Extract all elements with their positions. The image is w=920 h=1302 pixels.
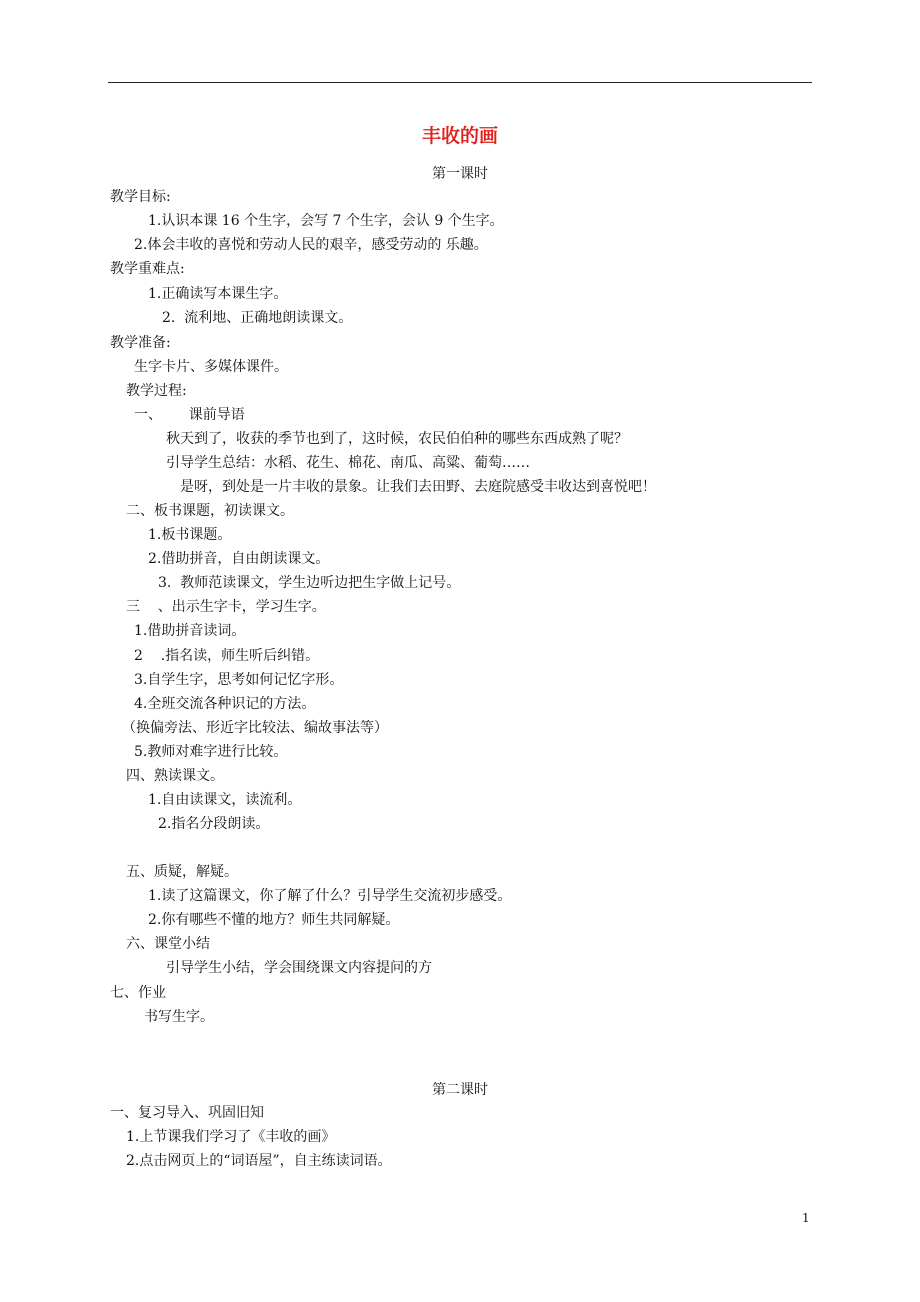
- section-4-item-2: 2.指名分段朗读。: [158, 816, 270, 832]
- section-5-heading: 五、质疑，解疑。: [126, 864, 238, 880]
- section-7-heading: 七、作业: [110, 985, 166, 1001]
- key-points-heading: 教学重难点:: [110, 261, 185, 277]
- process-heading: 教学过程:: [126, 383, 187, 399]
- section-4-heading: 四、熟读课文。: [126, 768, 224, 784]
- page-number: 1: [802, 1211, 810, 1225]
- lesson2-heading: 第二课时: [432, 1082, 488, 1098]
- key-point-1: 1.正确读写本课生字。: [148, 286, 288, 302]
- key-point-2: 2. 流利地、正确地朗读课文。: [162, 310, 353, 326]
- section-1-text-3: 是呀，到处是一片丰收的景象。让我们去田野、去庭院感受丰收达到喜悦吧！: [180, 479, 656, 495]
- section-2-heading: 二、板书课题，初读课文。: [126, 503, 294, 519]
- lesson2-item-2: 2.点击网页上的“词语屋”，自主练读词语。: [126, 1153, 392, 1169]
- lesson2-section-1-heading: 一、复习导入、巩固旧知: [110, 1105, 264, 1121]
- section-3-item-4: 4.全班交流各种识记的方法。: [134, 696, 316, 712]
- section-3-item-3: 3.自学生字，思考如何记忆字形。: [134, 672, 344, 688]
- preparation-text: 生字卡片、多媒体课件。: [134, 359, 288, 375]
- goal-2: 2.体会丰收的喜悦和劳动人民的艰辛，感受劳动的 乐趣。: [134, 237, 488, 253]
- section-5-item-1: 1.读了这篇课文，你了解了什么？引导学生交流初步感受。: [148, 888, 512, 904]
- section-3-note: （换偏旁法、形近字比较法、编故事法等）: [122, 720, 388, 736]
- goal-1: 1.认识本课 16 个生字，会写 7 个生字，会认 9 个生字。: [148, 213, 504, 229]
- section-5-item-2: 2.你有哪些不懂的地方？师生共同解疑。: [148, 912, 400, 928]
- section-1-text-2: 引导学生总结：水稻、花生、棉花、南瓜、高粱、葡萄……: [166, 455, 530, 471]
- section-6-text: 引导学生小结，学会围绕课文内容提问的方: [166, 960, 432, 976]
- section-3-item-2: 2 .指名读，师生听后纠错。: [134, 648, 320, 664]
- teaching-goals-heading: 教学目标:: [110, 189, 171, 205]
- section-2-item-2: 2.借助拼音，自由朗读课文。: [148, 551, 330, 567]
- header-rule: [108, 82, 812, 83]
- section-3-item-5: 5.教师对难字进行比较。: [134, 744, 288, 760]
- document-title: 丰收的画: [421, 125, 498, 147]
- section-7-text: 书写生字。: [144, 1009, 214, 1025]
- preparation-heading: 教学准备:: [110, 335, 171, 351]
- lesson1-heading: 第一课时: [432, 166, 488, 182]
- section-3-item-1: 1.借助拼音读词。: [134, 623, 246, 639]
- section-1-text-1: 秋天到了，收获的季节也到了，这时候，农民伯伯种的哪些东西成熟了呢？: [166, 431, 628, 447]
- section-6-heading: 六、课堂小结: [126, 936, 210, 952]
- section-2-item-1: 1.板书课题。: [148, 527, 232, 543]
- section-4-item-1: 1.自由读课文，读流利。: [148, 792, 302, 808]
- section-1-heading: 一、 课前导语: [134, 407, 245, 423]
- section-3-heading: 三 、出示生字卡，学习生字。: [126, 599, 326, 615]
- section-2-item-3: 3. 教师范读课文，学生边听边把生字做上记号。: [158, 575, 461, 591]
- lesson2-item-1: 1.上节课我们学习了《丰收的画》: [126, 1129, 336, 1145]
